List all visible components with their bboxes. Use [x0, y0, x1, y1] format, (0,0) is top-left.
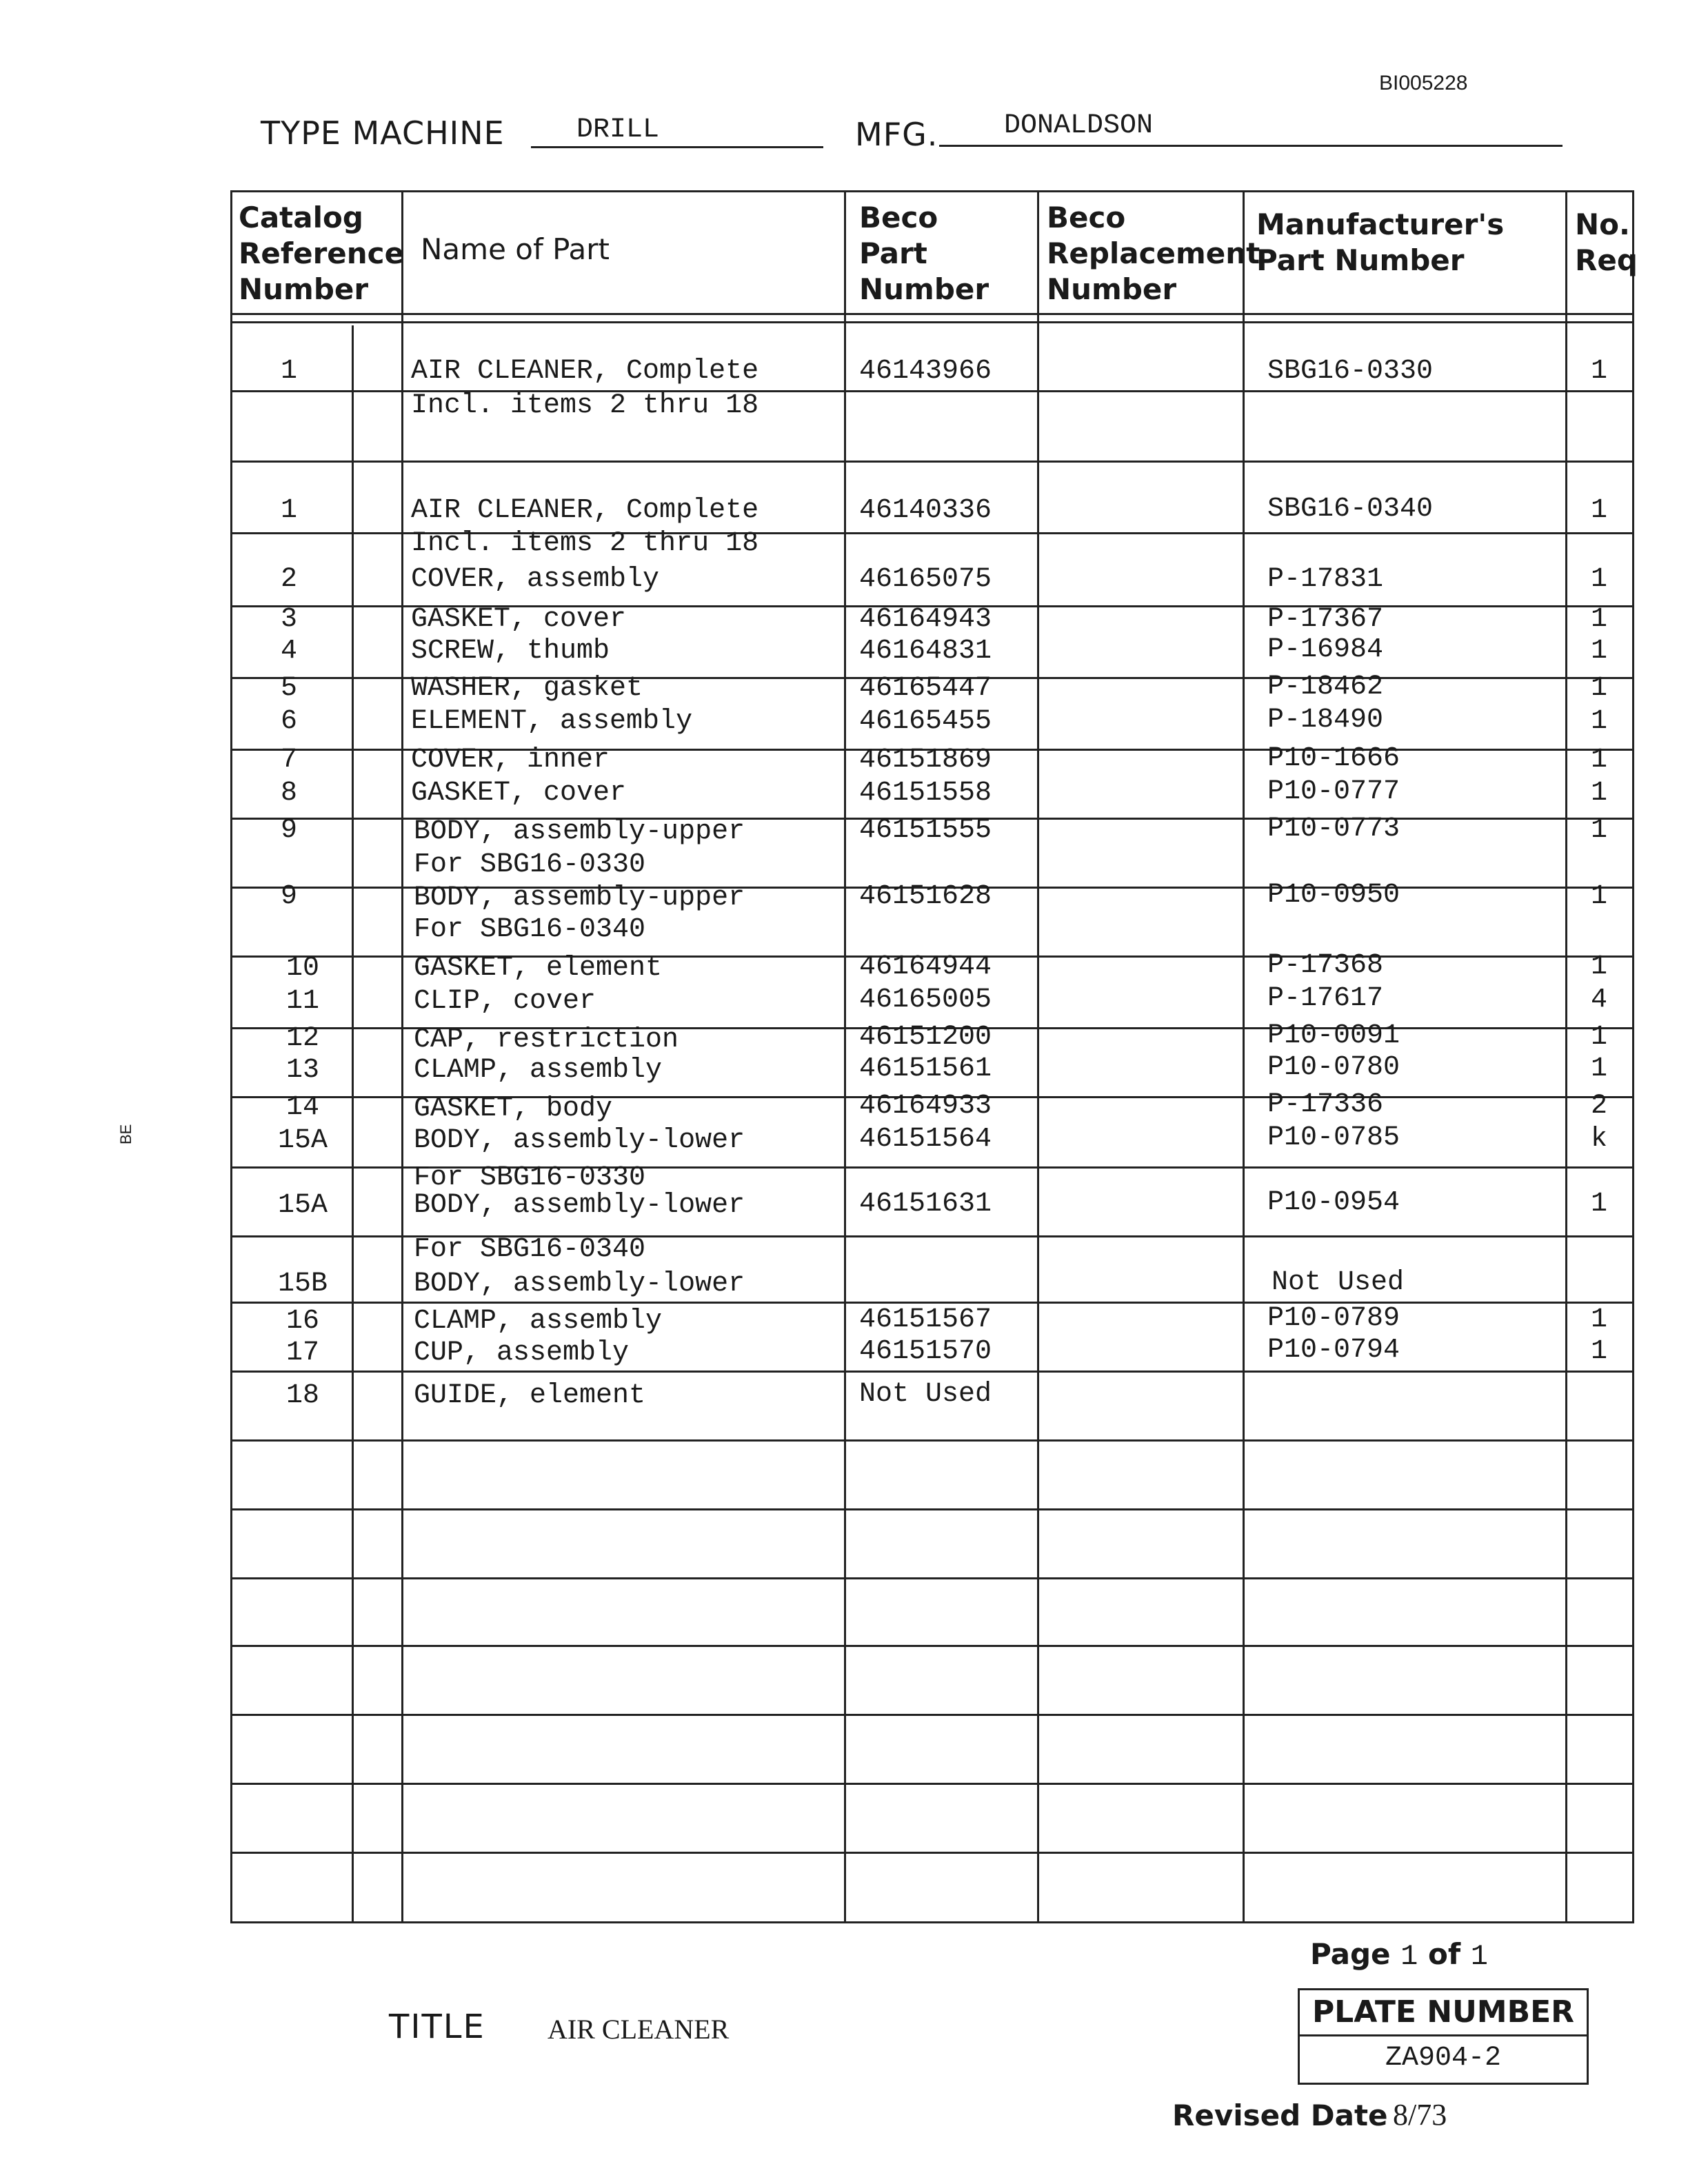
row-rule [230, 1508, 1634, 1510]
row-rule [230, 461, 1634, 463]
col-header-catalog-ref: Catalog Reference Number [239, 201, 405, 306]
col-divider-5 [1565, 190, 1567, 1923]
revised-date-value: 8/73 [1393, 2098, 1447, 2132]
row-16-mfr: P-17368 [1267, 950, 1384, 981]
type-machine-underline [531, 146, 823, 148]
row-9-beco: 46165455 [859, 706, 992, 737]
row-20-name: GASKET, body [414, 1093, 613, 1124]
row-6-beco: 46164943 [859, 604, 992, 635]
row-15-name: For SBG16-0340 [414, 914, 646, 945]
row-21-name: BODY, assembly-lower [414, 1125, 745, 1156]
type-machine-value: DRILL [576, 114, 660, 145]
row-27-ref: 17 [285, 1337, 319, 1368]
row-23-name: BODY, assembly-lower [414, 1190, 745, 1221]
row-7-ref: 4 [280, 636, 297, 667]
row-19-qty: 1 [1590, 1053, 1607, 1084]
row-27-beco: 46151570 [859, 1336, 992, 1367]
revised-date-label: Revised Date [1172, 2099, 1388, 2132]
row-26-name: CLAMP, assembly [414, 1306, 663, 1337]
row-rule [230, 1645, 1634, 1647]
row-3-qty: 1 [1590, 495, 1607, 526]
row-20-beco: 46164933 [859, 1091, 992, 1122]
col-header-beco-replacement: Beco Replacement Number [1047, 201, 1260, 306]
row-14-name: BODY, assembly-upper [414, 882, 745, 913]
row-1-ref: 1 [280, 356, 297, 387]
row-23-ref: 15A [277, 1190, 328, 1221]
row-4-name: Incl. items 2 thru 18 [411, 528, 759, 559]
row-21-mfr: P10-0785 [1267, 1122, 1400, 1153]
row-5-beco: 46165075 [859, 564, 992, 595]
row-12-qty: 1 [1590, 815, 1607, 846]
row-25-mfr: Not Used [1272, 1267, 1405, 1298]
col-divider-3 [1037, 190, 1039, 1923]
row-6-qty: 1 [1590, 604, 1607, 635]
row-rule [230, 1439, 1634, 1442]
row-16-ref: 10 [285, 953, 319, 984]
row-26-qty: 1 [1590, 1304, 1607, 1335]
header-rule-2 [230, 321, 1634, 323]
col-header-beco-part: Beco Part Number [859, 201, 989, 306]
row-10-beco: 46151869 [859, 745, 992, 776]
row-27-name: CUP, assembly [414, 1337, 630, 1368]
row-10-ref: 7 [280, 745, 297, 776]
row-17-beco: 46165005 [859, 984, 992, 1015]
row-6-name: GASKET, cover [411, 604, 627, 635]
page-number: 1 [1400, 1940, 1418, 1973]
col-header-name: Name of Part [421, 232, 610, 266]
row-5-name: COVER, assembly [411, 564, 660, 595]
col-divider-1 [401, 190, 403, 1923]
row-23-mfr: P10-0954 [1267, 1187, 1400, 1218]
row-21-beco: 46151564 [859, 1124, 992, 1155]
page-info [1310, 1937, 1488, 1973]
row-25-ref: 15B [277, 1268, 328, 1300]
row-6-mfr: P-17367 [1267, 604, 1384, 635]
row-9-ref: 6 [280, 706, 297, 737]
row-9-qty: 1 [1590, 706, 1607, 737]
row-3-mfr: SBG16-0340 [1267, 494, 1434, 525]
row-26-beco: 46151567 [859, 1304, 992, 1335]
plate-number-box [1298, 1988, 1589, 2085]
row-rule [230, 1371, 1634, 1373]
row-28-name: GUIDE, element [414, 1380, 646, 1411]
col-header-mfr-part: Manufacturer's Part Number [1256, 208, 1505, 277]
row-rule [230, 1783, 1634, 1785]
row-16-qty: 1 [1590, 951, 1607, 982]
col-divider-2 [844, 190, 846, 1923]
row-rule [230, 1714, 1634, 1716]
row-20-mfr: P-17336 [1267, 1089, 1384, 1120]
row-7-beco: 46164831 [859, 636, 992, 667]
row-7-name: SCREW, thumb [411, 636, 610, 667]
row-14-ref: 9 [280, 881, 297, 912]
row-3-ref: 1 [280, 495, 297, 526]
row-16-beco: 46164944 [859, 951, 992, 982]
row-12-name: BODY, assembly-upper [414, 816, 745, 847]
row-8-ref: 5 [280, 673, 297, 704]
row-19-name: CLAMP, assembly [414, 1055, 663, 1086]
row-17-mfr: P-17617 [1267, 983, 1384, 1014]
row-18-mfr: P10-0091 [1267, 1020, 1400, 1051]
row-rule [230, 1577, 1634, 1579]
row-26-ref: 16 [285, 1306, 319, 1337]
row-14-beco: 46151628 [859, 881, 992, 912]
row-18-name: CAP, restriction [414, 1024, 679, 1055]
row-8-qty: 1 [1590, 673, 1607, 704]
row-8-mfr: P-18462 [1267, 671, 1384, 702]
row-17-ref: 11 [285, 986, 319, 1017]
row-11-name: GASKET, cover [411, 778, 627, 809]
row-21-ref: 15A [277, 1125, 328, 1156]
row-18-beco: 46151200 [859, 1022, 992, 1053]
row-5-mfr: P-17831 [1267, 564, 1384, 595]
margin-mark: BE [117, 1124, 134, 1144]
col-divider-4 [1243, 190, 1245, 1923]
type-machine-label: TYPE MACHINE [261, 114, 505, 152]
row-2-name: Incl. items 2 thru 18 [411, 390, 759, 421]
row-22-name: For SBG16-0330 [414, 1162, 646, 1193]
row-23-qty: 1 [1590, 1189, 1607, 1220]
row-20-qty: 2 [1590, 1091, 1607, 1122]
row-rule [230, 1852, 1634, 1854]
mfg-value: DONALDSON [1004, 110, 1154, 141]
row-19-ref: 13 [285, 1055, 319, 1086]
page-total: 1 [1470, 1940, 1488, 1973]
row-10-qty: 1 [1590, 745, 1607, 776]
row-17-qty: 4 [1590, 984, 1607, 1015]
row-27-mfr: P10-0794 [1267, 1335, 1400, 1366]
row-3-beco: 46140336 [859, 495, 992, 526]
row-16-name: GASKET, element [414, 953, 663, 984]
row-11-qty: 1 [1590, 778, 1607, 809]
page-label: Page [1310, 1937, 1391, 1971]
row-27-qty: 1 [1590, 1336, 1607, 1367]
title-label: TITLE [389, 2008, 485, 2046]
document-id: BI005228 [1379, 72, 1468, 94]
row-11-mfr: P10-0777 [1267, 776, 1400, 807]
row-11-beco: 46151558 [859, 778, 992, 809]
row-23-beco: 46151631 [859, 1189, 992, 1220]
row-6-ref: 3 [280, 604, 297, 635]
row-rule [230, 1302, 1634, 1304]
row-17-name: CLIP, cover [414, 986, 596, 1017]
col-divider-ref-inner [352, 325, 354, 1923]
row-10-mfr: P10-1666 [1267, 743, 1400, 774]
row-21-qty: k [1590, 1124, 1607, 1155]
parts-table [230, 190, 1638, 1923]
mfg-label: MFG. [855, 116, 938, 153]
row-18-qty: 1 [1590, 1022, 1607, 1053]
row-13-name: For SBG16-0330 [414, 849, 646, 880]
row-9-name: ELEMENT, assembly [411, 706, 693, 737]
row-9-mfr: P-18490 [1267, 705, 1384, 736]
row-25-name: BODY, assembly-lower [414, 1268, 745, 1300]
row-12-ref: 9 [280, 815, 297, 846]
row-26-mfr: P10-0789 [1267, 1303, 1400, 1334]
row-3-name: AIR CLEANER, Complete [411, 495, 759, 526]
row-14-mfr: P10-0950 [1267, 880, 1400, 911]
row-7-mfr: P-16984 [1267, 634, 1384, 665]
row-8-name: WASHER, gasket [411, 673, 643, 704]
row-19-mfr: P10-0780 [1267, 1052, 1400, 1083]
row-28-ref: 18 [285, 1380, 319, 1411]
row-14-qty: 1 [1590, 881, 1607, 912]
plate-number-label: PLATE NUMBER [1300, 1990, 1587, 2036]
row-1-mfr: SBG16-0330 [1267, 356, 1434, 387]
plate-number-value: ZA904-2 [1385, 2043, 1502, 2074]
row-19-beco: 46151561 [859, 1053, 992, 1084]
row-1-beco: 46143966 [859, 356, 992, 387]
row-5-ref: 2 [280, 564, 297, 595]
row-1-qty: 1 [1590, 356, 1607, 387]
row-5-qty: 1 [1590, 564, 1607, 595]
row-18-ref: 12 [285, 1023, 319, 1054]
row-8-beco: 46165447 [859, 673, 992, 704]
row-10-name: COVER, inner [411, 745, 610, 776]
title-value: AIR CLEANER [547, 2014, 730, 2045]
row-7-qty: 1 [1590, 636, 1607, 667]
page-of-label: of [1428, 1937, 1461, 1971]
row-20-ref: 14 [285, 1092, 319, 1123]
row-11-ref: 8 [280, 778, 297, 809]
mfg-underline [939, 145, 1563, 147]
row-28-beco: Not Used [859, 1379, 992, 1410]
col-header-qty: No. Req [1575, 208, 1638, 277]
row-12-mfr: P10-0773 [1267, 813, 1400, 845]
row-24-name: For SBG16-0340 [414, 1234, 646, 1265]
header-rule-1 [230, 313, 1634, 315]
row-1-name: AIR CLEANER, Complete [411, 356, 759, 387]
row-12-beco: 46151555 [859, 815, 992, 846]
